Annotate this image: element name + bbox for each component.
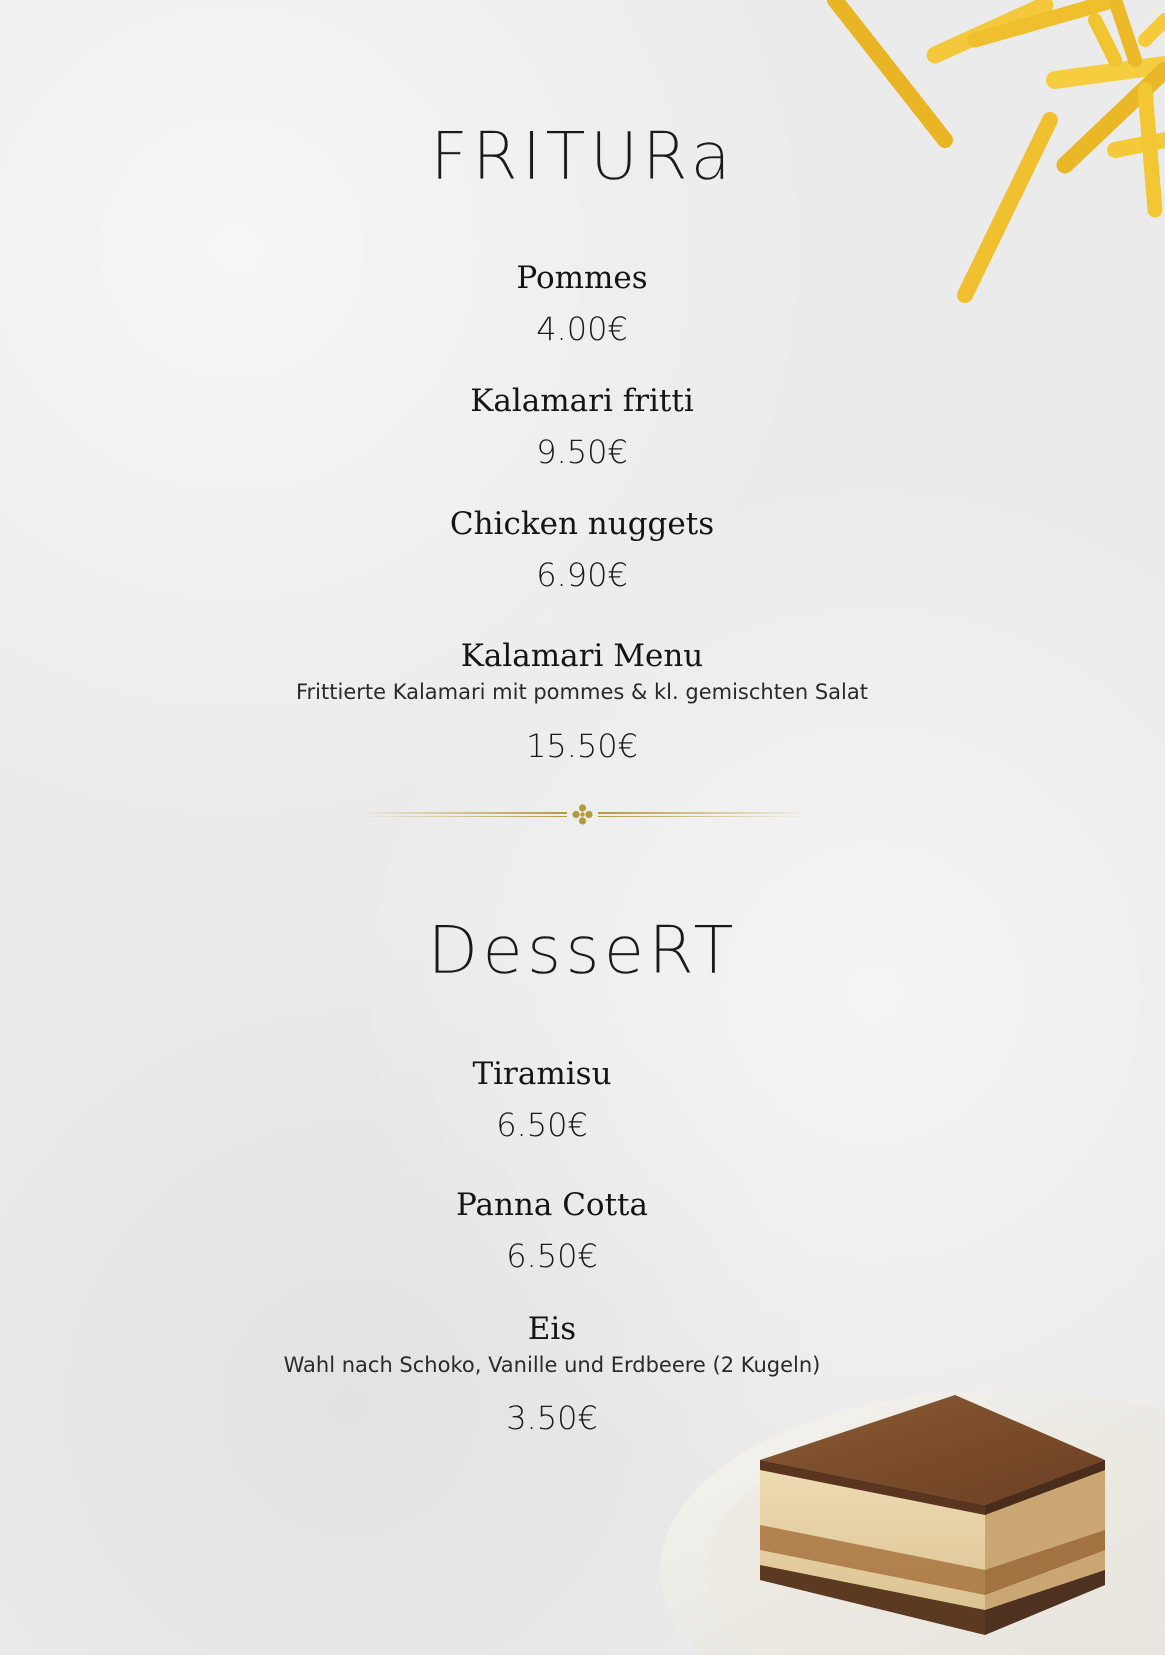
section-title-fritura: FRITURa [430,118,735,195]
menu-item-name: Kalamari fritti [470,383,694,419]
menu-item-price: 6.50€ [506,1237,598,1275]
tiramisu-image [625,1365,1165,1655]
ornamental-divider [355,803,810,825]
menu-item-name: Eis [527,1311,577,1347]
menu-item-name: Kalamari Menu [460,638,704,674]
section-title-dessert: DesseRT [427,912,738,989]
menu-item-name: Panna Cotta [456,1187,648,1223]
menu-item-name: Pommes [516,260,648,296]
menu-item-name: Chicken nuggets [449,506,715,542]
menu-item-price: 15.50€ [526,727,638,765]
menu-item-name: Tiramisu [472,1056,612,1092]
menu-item-description: Frittierte Kalamari mit pommes & kl. gemischten Salat [296,680,868,704]
menu-item-price: 6.50€ [496,1106,588,1144]
menu-item-price: 4.00€ [536,310,628,348]
menu-item-price: 3.50€ [506,1399,598,1437]
menu-item-price: 9.50€ [536,433,628,471]
menu-item-description: Wahl nach Schoko, Vanille und Erdbeere (2 Kugeln) [283,1353,821,1377]
menu-item-price: 6.90€ [536,556,628,594]
